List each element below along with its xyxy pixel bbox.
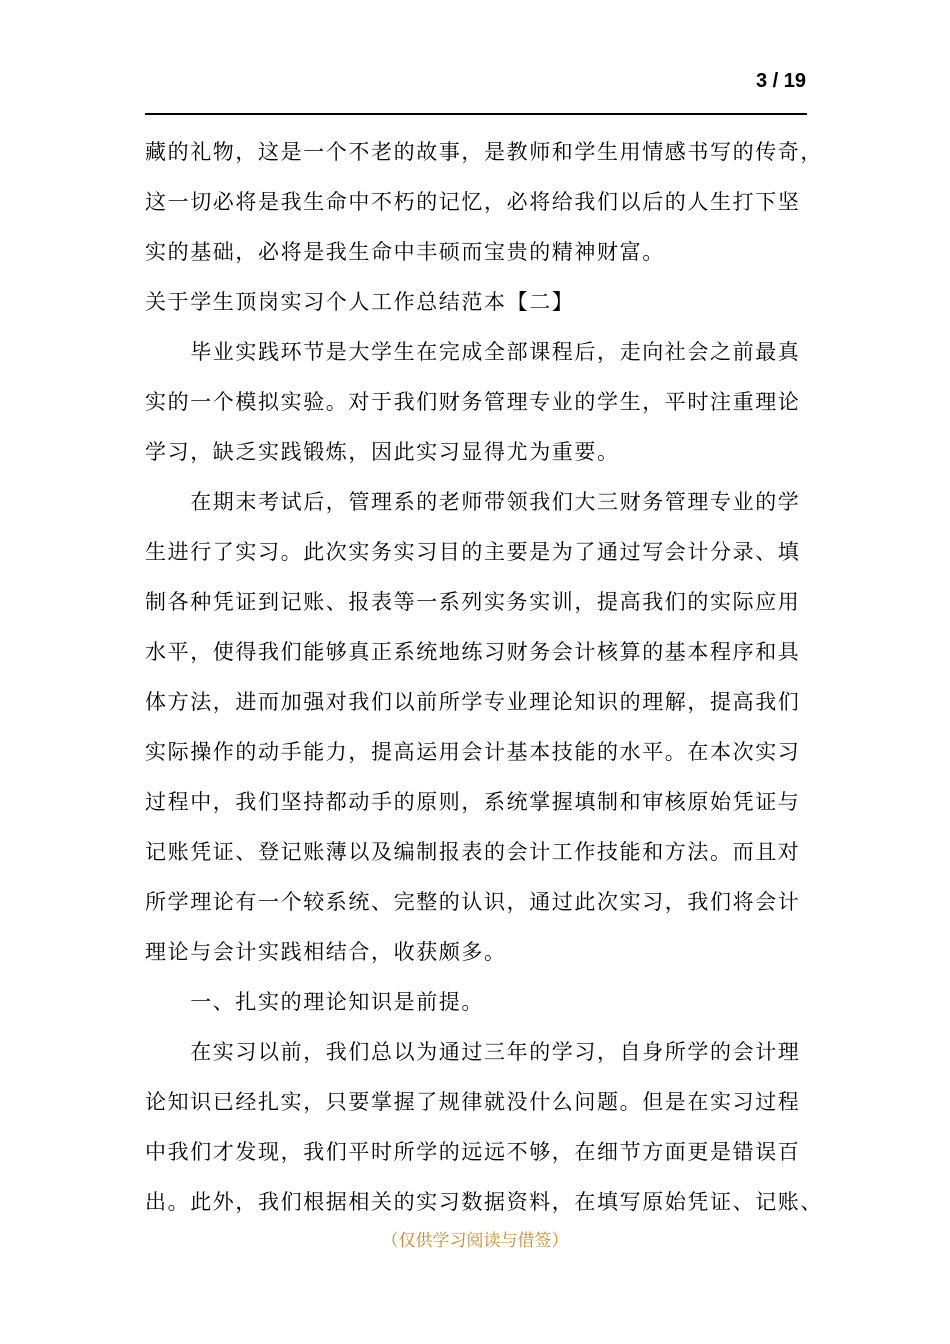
body-line: 出。此外，我们根据相关的实习数据资料，在填写原始凭证、记账、 (145, 1190, 823, 1214)
body-line: 论知识已经扎实，只要掌握了规律就没什么问题。但是在实习过程 (145, 1090, 801, 1114)
body-line: 毕业实践环节是大学生在完成全部课程后，走向社会之前最真 (145, 340, 801, 364)
body-line: 生进行了实习。此次实务实习目的主要是为了通过写会计分录、填 (145, 540, 801, 564)
section-heading: 关于学生顶岗实习个人工作总结范本【二】 (145, 290, 575, 314)
footer-note: （仅供学习阅读与借签） (381, 1231, 569, 1251)
body-line: 所学理论有一个较系统、完整的认识，通过此次实习，我们将会计 (145, 890, 801, 914)
body-line: 中我们才发现，我们平时所学的远远不够，在细节方面更是错误百 (145, 1140, 801, 1164)
body-line: 实的基础，必将是我生命中丰硕而宝贵的精神财富。 (145, 240, 665, 264)
body-line: 制各种凭证到记账、报表等一系列实务实训，提高我们的实际应用 (145, 590, 801, 614)
body-line: 理论与会计实践相结合，收获颇多。 (145, 940, 507, 964)
body-line: 实际操作的动手能力，提高运用会计基本技能的水平。在本次实习 (145, 740, 801, 764)
body-line: 体方法，进而加强对我们以前所学专业理论知识的理解，提高我们 (145, 690, 801, 714)
body-line: 实的一个模拟实验。对于我们财务管理专业的学生，平时注重理论 (145, 390, 801, 414)
page-number: 3 / 19 (755, 70, 806, 92)
body-line: 在期末考试后，管理系的老师带领我们大三财务管理专业的学 (145, 490, 801, 514)
body-line: 记账凭证、登记账薄以及编制报表的会计工作技能和方法。而且对 (145, 840, 801, 864)
body-line: 学习，缺乏实践锻炼，因此实习显得尤为重要。 (145, 440, 620, 464)
subsection-heading: 一、扎实的理论知识是前提。 (145, 990, 484, 1014)
header-rule (145, 113, 807, 115)
body-line: 这一切必将是我生命中不朽的记忆，必将给我们以后的人生打下坚 (145, 190, 801, 214)
body-line: 藏的礼物，这是一个不老的故事，是教师和学生用情感书写的传奇， (145, 140, 823, 164)
body-line: 过程中，我们坚持都动手的原则，系统掌握填制和审核原始凭证与 (145, 790, 801, 814)
body-line: 在实习以前，我们总以为通过三年的学习，自身所学的会计理 (145, 1040, 801, 1064)
body-line: 水平，使得我们能够真正系统地练习财务会计核算的基本程序和具 (145, 640, 801, 664)
